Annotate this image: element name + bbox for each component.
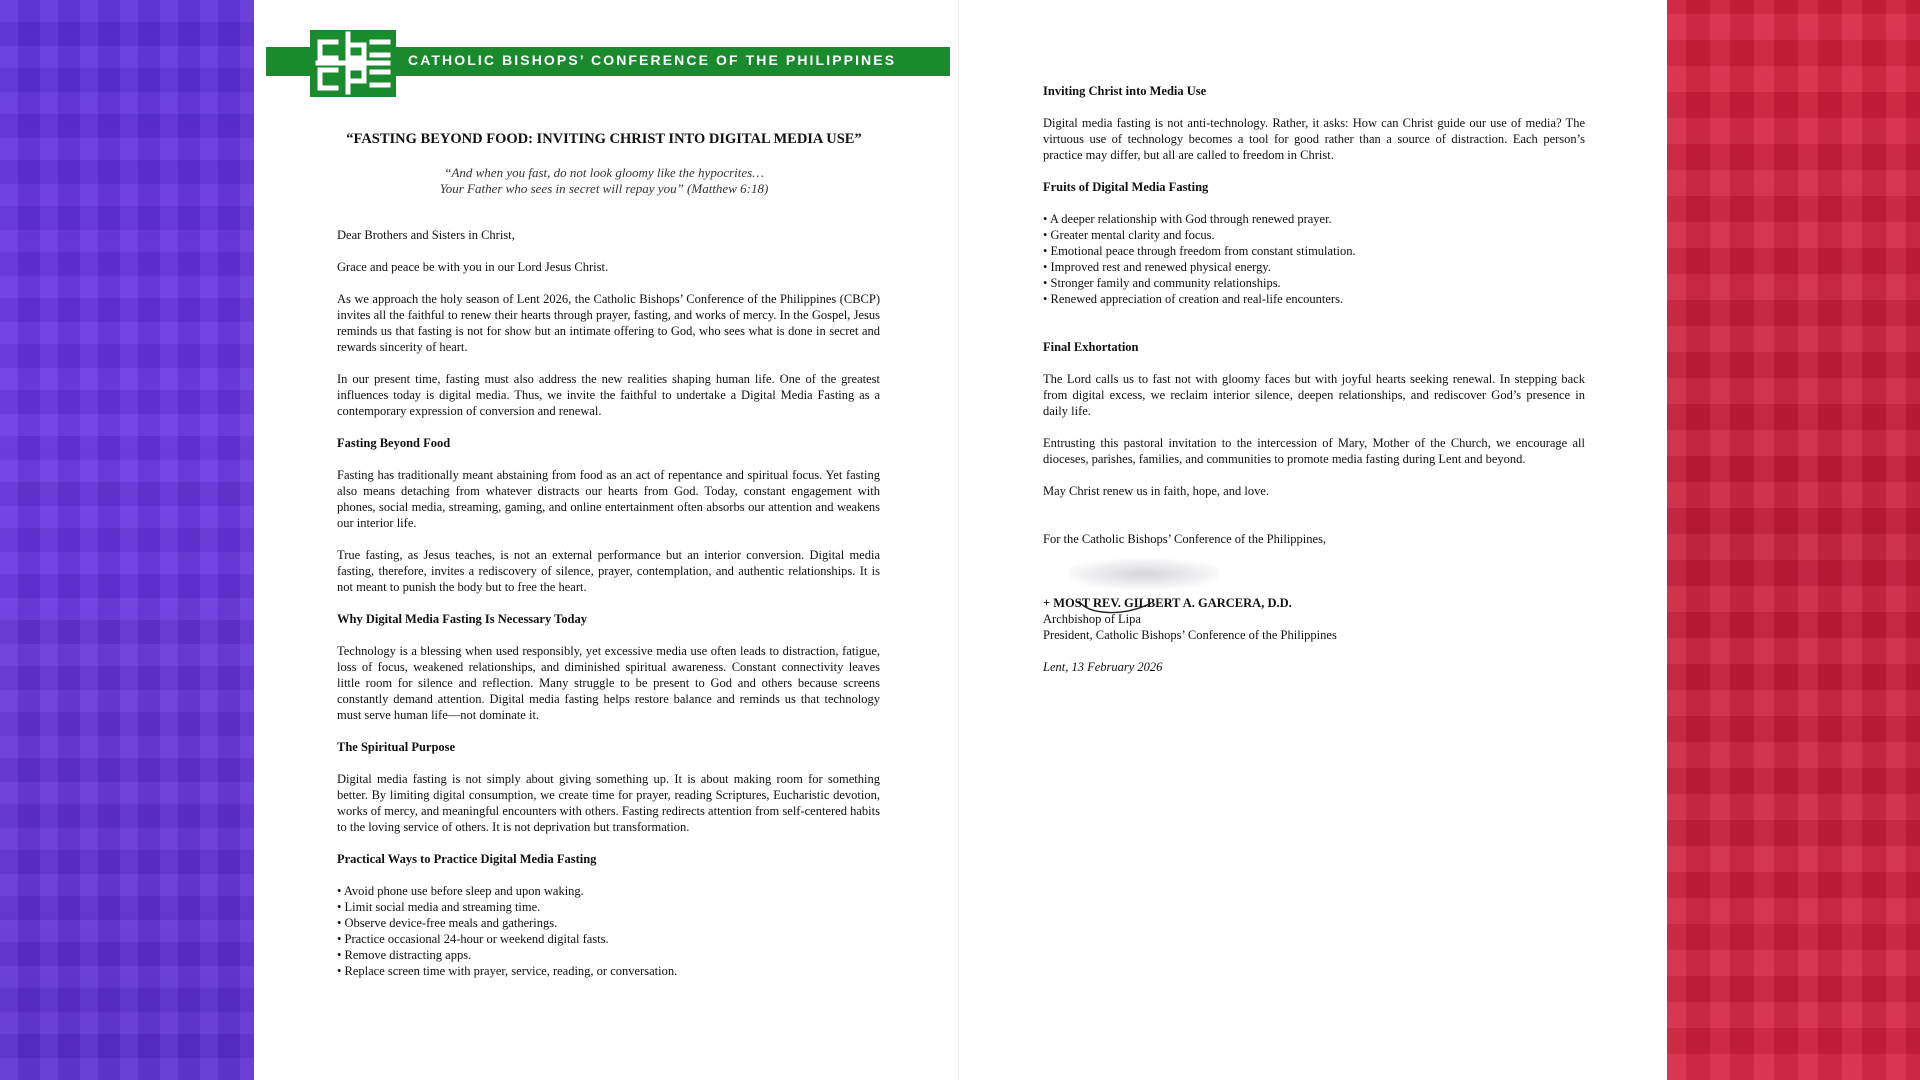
heading-inviting-christ: Inviting Christ into Media Use (1043, 84, 1207, 98)
epigraph (334, 165, 874, 197)
closing-line: For the Catholic Bishops’ Conference of the Philippines, (1043, 532, 1327, 546)
epigraph-line-2: Your Father who sees in secret will repay you” (Matthew 6:18) (439, 181, 769, 196)
background-right-panel (1666, 0, 1920, 1080)
org-name: CATHOLIC BISHOPS’ CONFERENCE OF THE PHILIPPINES (408, 52, 897, 68)
heading-final-exhortation: Final Exhortation (1043, 340, 1139, 354)
fruits-list (1043, 211, 1585, 307)
signatory-name: + MOST REV. GILBERT A. GARCERA, D.D. (1043, 596, 1292, 610)
list-item: • Improved rest and renewed physical energy. (1043, 259, 1585, 275)
beyond-food-paragraph-1: Fasting has traditionally meant abstaining from food as an act of repentance and spiritual focus. Yet fasting also means detaching from whatever distracts our hearts from God. Today, constant engagement with phones, social media, streaming, gaming, and online entertainment often absorbs our attention and weakens our interior life. (337, 468, 880, 530)
list-item: • Limit social media and streaming time. (337, 899, 880, 915)
document-title: “FASTING BEYOND FOOD: INVITING CHRIST INTO DIGITAL MEDIA USE” (346, 131, 862, 147)
intro-paragraph-1: As we approach the holy season of Lent 2026, the Catholic Bishops’ Conference of the Philippines (CBCP) invites all the faithful to renew their hearts through prayer, fasting, and works of mercy. In the Gospel, Jesus reminds us that fasting is not for show but an intimate offering to God, who sees what is done in secret and rewards sincerity of heart. (337, 292, 880, 354)
document-page-1 (254, 0, 958, 1080)
heading-fruits: Fruits of Digital Media Fasting (1043, 180, 1209, 194)
signature-image (1069, 559, 1219, 589)
heading-fasting-beyond-food: Fasting Beyond Food (337, 436, 451, 450)
final-paragraph-2: Entrusting this pastoral invitation to the intercession of Mary, Mother of the Church, we encourage all dioceses, parishes, families, and communities to promote media fasting during Lent and beyond. (1043, 436, 1585, 466)
inviting-paragraph: Digital media fasting is not anti-technology. Rather, it asks: How can Christ guide our use of media? The virtuous use of technology becomes a tool for good rather than a source of distraction. Each person’s practice may differ, but all are called to freedom in Christ. (1043, 116, 1585, 162)
list-item: • Observe device-free meals and gatherings. (337, 915, 880, 931)
heading-practical-ways: Practical Ways to Practice Digital Media Fasting (337, 852, 597, 866)
blessing: May Christ renew us in faith, hope, and love. (1043, 484, 1269, 498)
list-item: • Practice occasional 24-hour or weekend digital fasts. (337, 931, 880, 947)
greeting: Grace and peace be with you in our Lord Jesus Christ. (337, 260, 609, 274)
epigraph-line-1: “And when you fast, do not look gloomy like the hypocrites… (444, 165, 764, 180)
signature-block (1043, 595, 1585, 675)
practical-ways-list (337, 883, 880, 979)
document-date: Lent, 13 February 2026 (1043, 660, 1163, 674)
final-paragraph-1: The Lord calls us to fast not with gloomy faces but with joyful hearts seeking renewal. In stepping back from digital excess, we reclaim interior silence, deepen relationships, and rediscover God’s presence in daily life. (1043, 372, 1585, 418)
list-item: • Remove distracting apps. (337, 947, 880, 963)
list-item: • Greater mental clarity and focus. (1043, 227, 1585, 243)
spiritual-paragraph: Digital media fasting is not simply about giving something up. It is about making room for something better. By limiting digital consumption, we create time for prayer, reading Scriptures, Eucharistic devotion, works of mercy, and meaningful encounters with others. Fasting redirects attention from self-centered habits to the loving service of others. It is not deprivation but transformation. (337, 772, 880, 834)
beyond-food-paragraph-2: True fasting, as Jesus teaches, is not an external performance but an interior conversion. Digital media fasting, therefore, invites a rediscovery of silence, prayer, contemplation, and authentic relationships. It is not meant to punish the body but to free the heart. (337, 548, 880, 594)
signature-scribble (1073, 597, 1163, 617)
salutation: Dear Brothers and Sisters in Christ, (337, 228, 515, 242)
intro-paragraph-2: In our present time, fasting must also address the new realities shaping human life. One of the greatest influences today is digital media. Thus, we invite the faithful to undertake a Digital Media Fasting as a contemporary expression of conversion and renewal. (337, 372, 880, 418)
left-column-body (337, 227, 880, 995)
document-page-2 (958, 0, 1667, 1080)
list-item: • Replace screen time with prayer, service, reading, or conversation. (337, 963, 880, 979)
list-item: • Stronger family and community relationships. (1043, 275, 1585, 291)
background-left-panel (0, 0, 254, 1080)
cbcp-logo-icon (310, 30, 396, 97)
list-item: • A deeper relationship with God through renewed prayer. (1043, 211, 1585, 227)
list-item: • Renewed appreciation of creation and real-life encounters. (1043, 291, 1585, 307)
cbcp-logo (310, 30, 396, 97)
heading-why-necessary: Why Digital Media Fasting Is Necessary Today (337, 612, 588, 626)
signatory-title-1: Archbishop of Lipa (1043, 612, 1141, 626)
heading-spiritual-purpose: The Spiritual Purpose (337, 740, 456, 754)
right-column-body (1043, 83, 1585, 675)
signatory-title-2: President, Catholic Bishops’ Conference of the Philippines (1043, 628, 1337, 642)
list-item: • Emotional peace through freedom from constant stimulation. (1043, 243, 1585, 259)
list-item: • Avoid phone use before sleep and upon waking. (337, 883, 880, 899)
why-paragraph: Technology is a blessing when used responsibly, yet excessive media use often leads to distraction, fatigue, loss of focus, weakened relationships, and diminished spiritual awareness. Constant connectivity leaves little room for silence and reflection. Many struggle to be present to God and others because screens constantly demand attention. Digital media fasting helps restore balance and reminds us that technology must serve human life—not dominate it. (337, 644, 880, 722)
